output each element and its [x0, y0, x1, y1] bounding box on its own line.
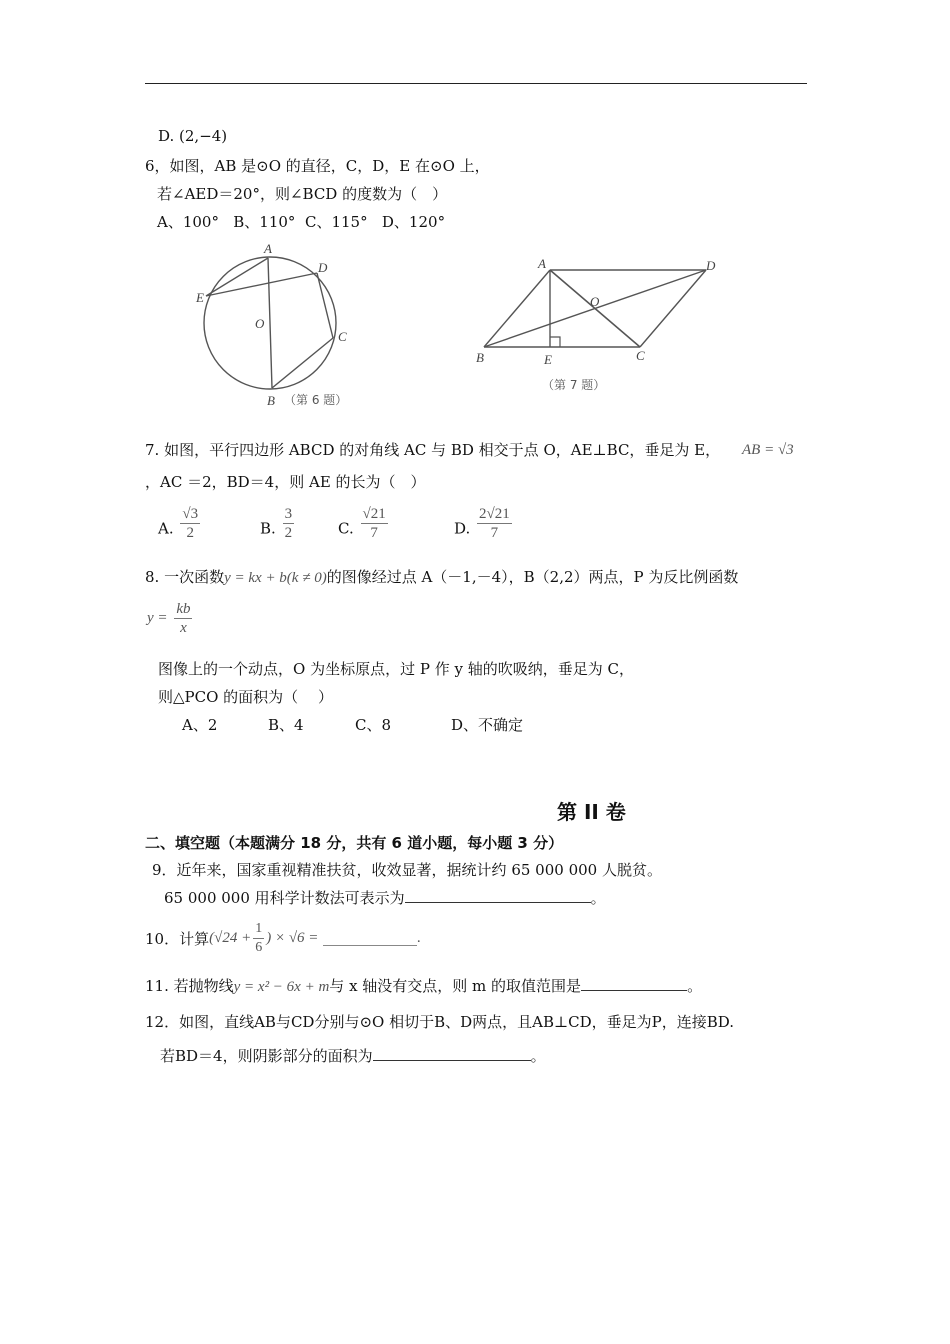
q10-answer-blank[interactable] [323, 931, 417, 946]
q7-option-b-den: 2 [284, 525, 293, 541]
q7-stem-math: AB = √3 [742, 442, 794, 458]
q6-option-d: D、120° [381, 213, 446, 231]
q7-option-d-label: D. [454, 519, 471, 538]
q9-end: 。 [590, 889, 606, 907]
q10-frac-den: 6 [255, 940, 263, 955]
q10-prefix: 10．计算 [145, 930, 210, 948]
q7-label-c: C [636, 348, 645, 363]
q7-option-b-num: 3 [284, 506, 293, 522]
q7-right-angle-mark [550, 337, 560, 347]
q10-frac-num: 1 [253, 920, 264, 939]
q8-reciprocal-function [147, 600, 194, 637]
q6-option-b: B、110° [233, 213, 296, 231]
q10-fraction [253, 920, 264, 957]
q11-answer-blank[interactable] [581, 976, 687, 991]
q6-option-c: C、115° [304, 213, 368, 231]
q6-label-d: D [318, 260, 328, 275]
q9-line2 [164, 888, 606, 908]
q8-option-a: A、2 [182, 716, 218, 734]
q10-expr-a: (√24 + [209, 930, 252, 946]
q7-label-e: E [544, 352, 552, 367]
q8-func-num: kb [176, 601, 191, 617]
q7-option-c [338, 506, 390, 542]
q11-end: 。 [687, 977, 703, 995]
q7-option-a-fraction [180, 505, 200, 542]
q9-answer-blank[interactable] [405, 888, 591, 903]
q7-option-c-num: √21 [362, 506, 386, 522]
q8-part1: 8. 一次函数 [145, 568, 225, 586]
q6-line1: 如图，AB 是⊙O 的直径，C，D，E 在⊙O 上， [169, 157, 490, 175]
q7-option-c-label: C. [338, 519, 354, 538]
q7-option-b-label: B. [260, 519, 276, 538]
q7-stem-line2: ，AC ＝2，BD＝4，则 AE 的长为（ ） [145, 473, 426, 491]
q7-option-d-den: 7 [490, 525, 499, 541]
fill-blank-section-heading: 二、填空题（本题满分 18 分，共有 6 道小题，每小题 3 分） [145, 834, 564, 852]
q6-option-a: A、100° [157, 213, 219, 231]
q8-line3: 则△PCO 的面积为（ ） [158, 688, 333, 706]
q12-line2 [160, 1046, 546, 1066]
q7-stem-text: 7. 如图，平行四边形 ABCD 的对角线 AC 与 BD 相交于点 O，AE⊥BC，垂足为 E， [145, 441, 721, 459]
q7-option-d-num: 2√21 [479, 506, 510, 522]
q7-option-d-fraction [477, 505, 512, 542]
q7-option-a [158, 506, 202, 542]
q8-line2: 图像上的一个动点，O 为坐标原点，过 P 作 y 轴的吹吸纳，垂足为 C， [158, 660, 634, 678]
q7-option-a-den: 2 [186, 525, 194, 541]
q7-caption: （第 7 题） [542, 378, 606, 392]
q8-stem-line1 [145, 567, 738, 588]
q8-func-lhs: y = [147, 610, 168, 626]
q7-label-b: B [476, 350, 484, 365]
q7-option-b-fraction [283, 505, 295, 542]
q8-func-den: x [180, 620, 187, 636]
q7-option-d [454, 506, 514, 542]
q8-option-b: B、4 [268, 716, 304, 734]
q7-option-a-num: √3 [182, 506, 199, 522]
q8-func-fraction [174, 600, 192, 637]
q7-option-b [260, 506, 296, 542]
q7-option-a-label: A. [158, 519, 174, 538]
q6-label-a: A [264, 241, 272, 256]
q6-segment-dc [317, 273, 333, 338]
q6-label-c: C [338, 329, 347, 344]
q11-prefix: 11. 若抛物线 [145, 977, 234, 995]
q8-formula: y = kx + b(k ≠ 0) [224, 570, 327, 586]
q6-label-b: B [267, 393, 275, 408]
header-rule [145, 83, 807, 84]
q6-figure [190, 238, 380, 413]
q12-answer-blank[interactable] [373, 1046, 531, 1061]
q7-label-o: O [590, 294, 600, 309]
q7-option-c-fraction [361, 505, 388, 542]
q7-option-c-den: 7 [370, 525, 378, 541]
q6-label-e: E [196, 290, 204, 305]
q12-line2-text: 若BD＝4，则阴影部分的面积为 [160, 1047, 373, 1065]
q9-line2-text: 65 000 000 用科学计数法可表示为 [164, 889, 405, 907]
q11-line [145, 976, 702, 997]
q8-option-c: C、8 [355, 716, 392, 734]
q11-suffix: 与 x 轴没有交点，则 m 的取值范围是 [329, 977, 582, 995]
q6-stem-line2: 若∠AED＝20°，则∠BCD 的度数为（ ） [157, 185, 448, 203]
q5-option-d: D. (2,−4) [158, 127, 228, 145]
q11-formula: y = x² − 6x + m [233, 979, 330, 995]
q6-stem-line1 [145, 156, 490, 176]
q6-label-o: O [255, 316, 265, 331]
q7-label-a: A [538, 256, 546, 271]
q7-stem-line1 [145, 440, 720, 460]
q7-figure [470, 252, 730, 397]
q8-part2: 的图像经过点 A（－1,－4），B（2,2）两点，P 为反比例函数 [326, 568, 739, 586]
q8-option-d: D、不确定 [451, 716, 524, 734]
q6-caption: （第 6 题） [284, 393, 348, 407]
q6-diameter-ab [268, 258, 272, 388]
part2-title: 第 II 卷 [557, 800, 626, 824]
q10-end: . [417, 930, 421, 946]
q6-number: 6， [145, 157, 170, 175]
q12-end: 。 [530, 1047, 546, 1065]
q10-line [145, 920, 421, 964]
q6-options [157, 212, 445, 232]
q12-line1: 12．如图，直线AB与CD分别与⊙O 相切于B、D两点，且AB⊥CD，垂足为P，连接BD. [145, 1013, 734, 1031]
q7-label-d: D [706, 258, 716, 273]
q9-line1: 9．近年来，国家重视精准扶贫，收效显著，据统计约 65 000 000 人脱贫。 [152, 861, 662, 879]
q6-segment-ea [206, 258, 268, 296]
q10-expr-b: ) × √6 = [266, 930, 319, 946]
